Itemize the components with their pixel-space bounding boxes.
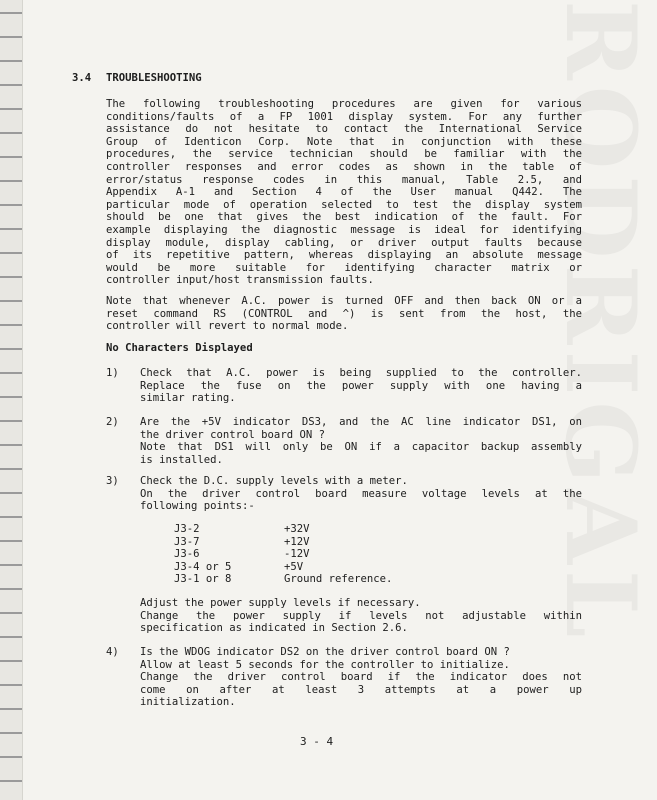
text-line: Change the driver control board if the indicator does not bbox=[140, 671, 582, 684]
text-line: Allow at least 5 seconds for the controller to initialize. bbox=[140, 658, 510, 671]
text-line: initialization. bbox=[140, 696, 236, 709]
text-line: controller input/host transmission faults. bbox=[106, 274, 374, 287]
text-line: particular mode of operation selected to test the display system bbox=[106, 198, 582, 211]
item-body bbox=[140, 367, 582, 405]
table-row bbox=[174, 536, 392, 549]
test-point: J3-1 or 8 bbox=[174, 573, 232, 586]
text-line: following points:- bbox=[140, 500, 255, 513]
text-line: error/status response codes in this manual, Table 2.5, and bbox=[106, 173, 582, 186]
text-line: reset command RS (CONTROL and ^) is sent from the host, the bbox=[106, 307, 582, 320]
item-body bbox=[140, 475, 582, 513]
voltage-value: Ground reference. bbox=[284, 573, 393, 586]
text-line: would be more suitable for identifying character matrix or bbox=[106, 261, 582, 274]
text-line: display module, display cabling, or driver output faults because bbox=[106, 236, 582, 249]
text-line: Is the WDOG indicator DS2 on the driver control board ON ? bbox=[140, 646, 510, 658]
note-paragraph bbox=[106, 295, 582, 333]
section-heading bbox=[72, 72, 202, 85]
item-body bbox=[140, 597, 582, 635]
text-line: similar rating. bbox=[140, 392, 236, 405]
item-number: 1) bbox=[106, 367, 119, 379]
table-row bbox=[174, 573, 392, 586]
text-line: come on after at least 3 attempts at a power up bbox=[140, 683, 582, 696]
text-line: Are the +5V indicator DS3, and the AC line indicator DS1, on bbox=[140, 416, 582, 428]
text-line: is installed. bbox=[140, 453, 223, 466]
table-row bbox=[174, 561, 392, 574]
table-row bbox=[174, 548, 392, 561]
text-line: the driver control board ON ? bbox=[140, 428, 325, 441]
text-line: should be one that gives the best indication of the fault. For bbox=[106, 211, 582, 224]
text-line: Note that whenever A.C. power is turned OFF and then back ON or a bbox=[106, 295, 582, 307]
text-line: Replace the fuse on the power supply with one having a bbox=[140, 379, 582, 392]
text-line: Adjust the power supply levels if necessary. bbox=[140, 597, 421, 609]
text-line: of its repetitive pattern, whereas displaying an absolute message bbox=[106, 249, 582, 262]
text-line: procedures, the service technician should be familiar with the bbox=[106, 148, 582, 161]
voltage-value: +12V bbox=[284, 535, 310, 548]
watermark: RODRIGAL bbox=[544, 0, 657, 644]
voltage-value: +5V bbox=[284, 560, 304, 573]
item-number: 2) bbox=[106, 416, 119, 428]
text-line: On the driver control board measure voltage levels at the bbox=[140, 487, 582, 500]
subheading: No Characters Displayed bbox=[106, 342, 253, 354]
item-number: 3) bbox=[106, 475, 119, 487]
voltage-value: +32V bbox=[284, 523, 310, 535]
text-line: assistance do not hesitate to contact the International Service bbox=[106, 123, 582, 136]
voltage-table bbox=[174, 523, 392, 586]
text-line: specification as indicated in Section 2.6. bbox=[140, 622, 408, 635]
text-line: Check the D.C. supply levels with a meter. bbox=[140, 475, 408, 487]
test-point: J3-6 bbox=[174, 548, 200, 561]
table-row bbox=[174, 523, 392, 536]
text-line: conditions/faults of a FP 1001 display system. For any further bbox=[106, 110, 582, 123]
text-line: Note that DS1 will only be ON if a capacitor backup assembly bbox=[140, 441, 582, 454]
item-body bbox=[140, 416, 582, 466]
test-point: J3-7 bbox=[174, 535, 200, 548]
section-title: TROUBLESHOOTING bbox=[106, 72, 202, 84]
text-line: controller will revert to normal mode. bbox=[106, 320, 349, 333]
intro-paragraph bbox=[106, 98, 582, 287]
item-number: 4) bbox=[106, 646, 119, 658]
test-point: J3-4 or 5 bbox=[174, 560, 232, 573]
text-line: example displaying the diagnostic message is ideal for identifying bbox=[106, 223, 582, 236]
text-line: The following troubleshooting procedures are given for various bbox=[106, 98, 582, 110]
text-line: Group of Identicon Corp. Note that in conjunction with these bbox=[106, 135, 582, 148]
text-line: Check that A.C. power is being supplied to the controller. bbox=[140, 367, 582, 379]
test-point: J3-2 bbox=[174, 523, 200, 535]
text-line: Change the power supply if levels not adjustable within bbox=[140, 609, 582, 622]
text-line: Appendix A-1 and Section 4 of the User manual Q442. The bbox=[106, 186, 582, 199]
voltage-value: -12V bbox=[284, 548, 310, 561]
text-line: controller responses and error codes as shown in the table of bbox=[106, 160, 582, 173]
page-number: 3 - 4 bbox=[300, 735, 334, 748]
section-number: 3.4 bbox=[72, 72, 92, 84]
item-body bbox=[140, 646, 582, 709]
